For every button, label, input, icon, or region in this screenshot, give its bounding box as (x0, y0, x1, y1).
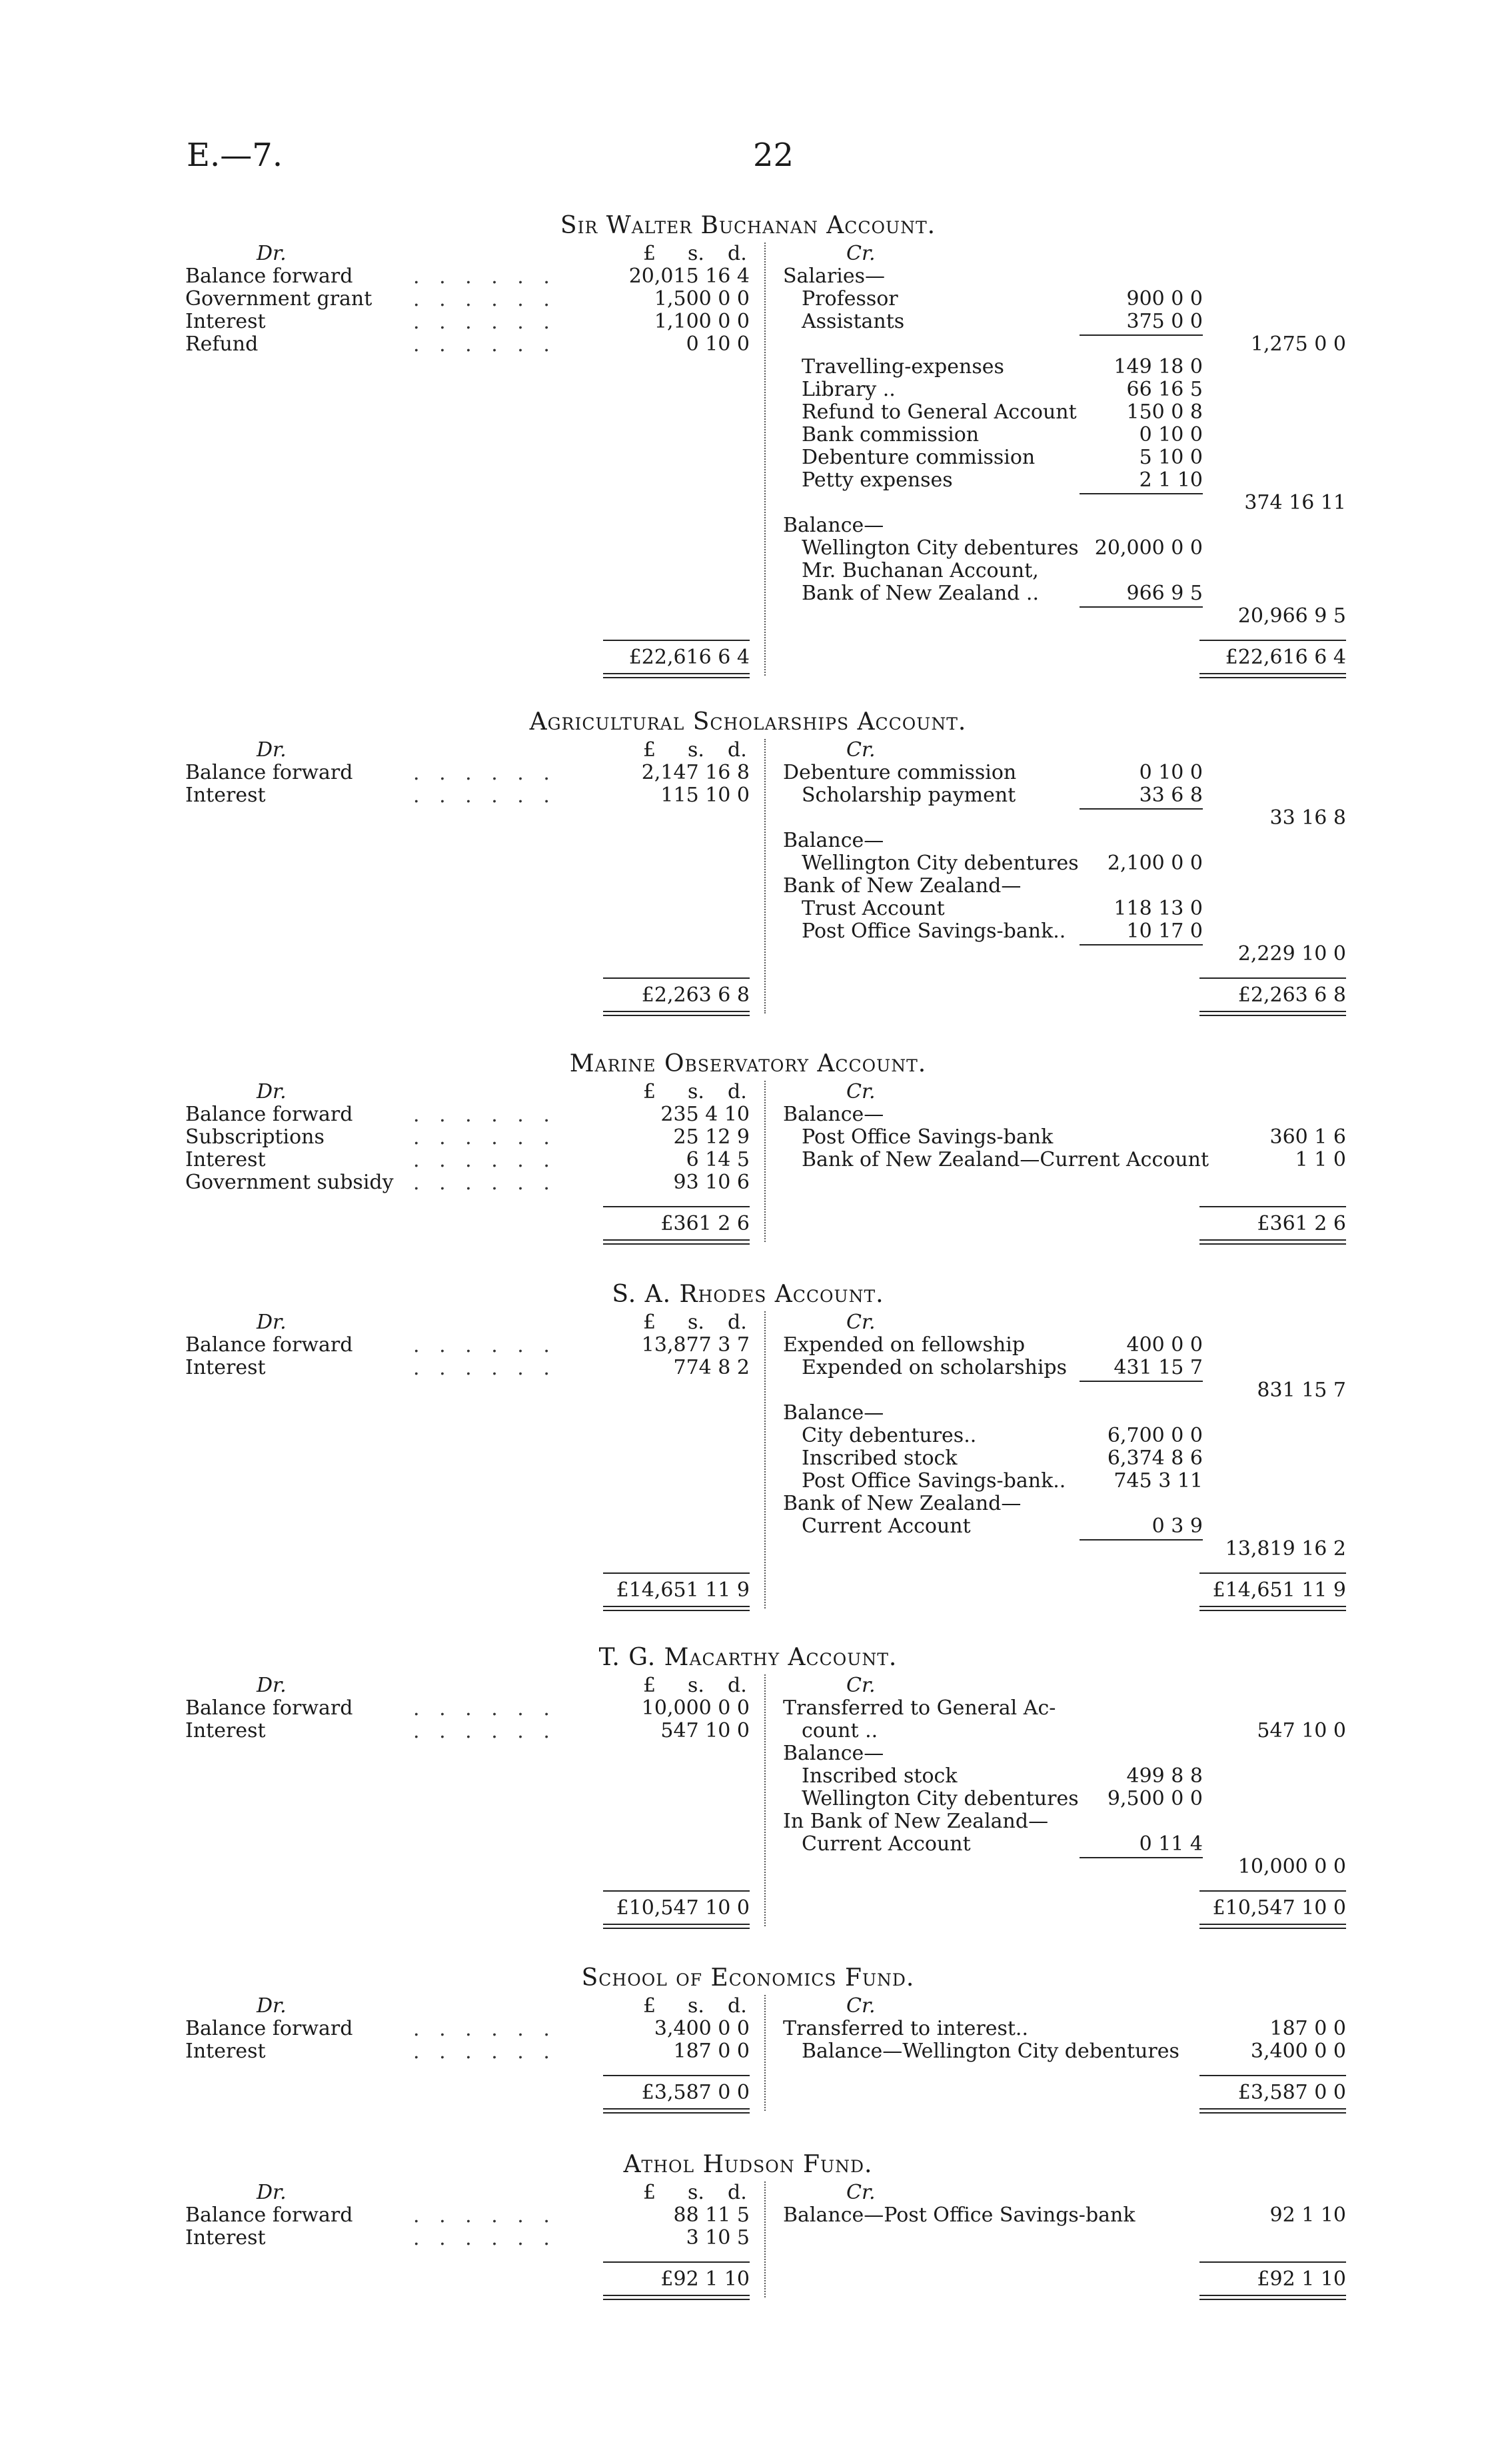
subtotal-rule (1080, 1539, 1203, 1540)
cr-item-amount: 33 6 8 (1139, 784, 1203, 807)
shillings-header: s. (688, 1080, 704, 1103)
subtotal-rule (1080, 808, 1203, 810)
pence-header: d. (728, 2181, 747, 2204)
double-rule (603, 1606, 750, 1611)
dr-label: Dr. (257, 738, 287, 762)
cr-label: Cr. (846, 1080, 876, 1103)
pence-header: d. (728, 1311, 747, 1334)
dr-item-amount: 93 10 6 (673, 1171, 750, 1194)
leader-dots: . . . . . . (413, 2227, 556, 2250)
total-rule (603, 640, 750, 641)
double-rule (603, 1924, 750, 1929)
cr-item-amount: 150 0 8 (1126, 400, 1203, 424)
cr-item-label: Bank of New Zealand— (783, 874, 1022, 898)
dr-total: £14,651 11 9 (616, 1578, 750, 1602)
total-rule (603, 2075, 750, 2076)
page-number: 22 (753, 137, 794, 174)
total-rule (1199, 1572, 1346, 1574)
cr-item-amount: 0 10 0 (1139, 423, 1203, 446)
leader-dots: . . . . . . (413, 1720, 556, 1743)
cr-item-label: Post Office Savings-bank (802, 1125, 1054, 1149)
dr-total: £92 1 10 (660, 2267, 750, 2291)
dr-item-label: Interest (185, 310, 266, 333)
cr-item-label: Balance— (783, 829, 884, 852)
total-rule (1199, 2075, 1346, 2076)
account-title: School of Economics Fund. (581, 1964, 915, 1992)
cr-item-amount: 745 3 11 (1114, 1469, 1203, 1493)
dr-item-label: Balance forward (185, 1103, 353, 1126)
cr-subtotal-amount: 187 0 0 (1269, 2017, 1346, 2040)
cr-item-amount: 10 17 0 (1126, 920, 1203, 943)
pounds-header: £ (643, 1080, 656, 1103)
dr-item-label: Refund (185, 332, 259, 356)
dr-item-label: Interest (185, 1148, 266, 1171)
dr-item-label: Balance forward (185, 265, 353, 288)
double-rule (1199, 1606, 1346, 1611)
total-rule (603, 1572, 750, 1574)
dr-item-label: Balance forward (185, 1696, 353, 1720)
cr-item-amount: 118 13 0 (1114, 897, 1203, 920)
cr-subtotal-amount: 547 10 0 (1257, 1719, 1346, 1742)
cr-total: £10,547 10 0 (1212, 1896, 1346, 1920)
total-rule (1199, 1206, 1346, 1207)
cr-subtotal-amount: 374 16 11 (1244, 491, 1346, 514)
cr-subtotal-amount: 360 1 6 (1269, 1125, 1346, 1149)
dr-total: £10,547 10 0 (616, 1896, 750, 1920)
dr-item-amount: 187 0 0 (673, 2040, 750, 2063)
dr-item-amount: 6 14 5 (686, 1148, 750, 1171)
cr-item-label: Bank of New Zealand— (783, 1492, 1022, 1515)
shillings-header: s. (688, 1674, 704, 1697)
cr-item-label: City debentures.. (802, 1424, 977, 1447)
dr-item-amount: 1,100 0 0 (654, 310, 750, 333)
cr-item-amount: 149 18 0 (1114, 355, 1203, 378)
leader-dots: . . . . . . (413, 1171, 556, 1195)
cr-item-label: count .. (802, 1719, 878, 1742)
dr-item-label: Balance forward (185, 761, 353, 784)
subtotal-rule (1080, 944, 1203, 945)
dr-label: Dr. (257, 2181, 287, 2204)
column-divider (764, 2181, 766, 2297)
dr-item-amount: 13,877 3 7 (641, 1333, 750, 1357)
cr-item-label: Refund to General Account (802, 400, 1077, 424)
cr-total: £22,616 6 4 (1225, 646, 1346, 669)
leader-dots: . . . . . . (413, 333, 556, 356)
double-rule (1199, 2108, 1346, 2114)
account-title: Sir Walter Buchanan Account. (560, 212, 936, 239)
cr-item-label: Salaries— (783, 265, 886, 288)
leader-dots: . . . . . . (413, 288, 556, 311)
cr-item-label: Expended on scholarships (802, 1356, 1068, 1379)
cr-item-amount: 6,700 0 0 (1107, 1424, 1203, 1447)
cr-item-label: Wellington City debentures (802, 1787, 1079, 1810)
cr-item-amount: 400 0 0 (1126, 1333, 1203, 1357)
cr-item-label: Travelling-expenses (802, 355, 1004, 378)
dr-label: Dr. (257, 1674, 287, 1697)
pence-header: d. (728, 1080, 747, 1103)
cr-subtotal-amount: 33 16 8 (1269, 806, 1346, 830)
cr-item-amount: 0 3 9 (1151, 1515, 1203, 1538)
cr-item-label: Assistants (802, 310, 905, 333)
double-rule (603, 2108, 750, 2114)
cr-item-label: Professor (802, 287, 898, 310)
cr-item-amount: 2,100 0 0 (1107, 852, 1203, 875)
cr-subtotal-amount: 2,229 10 0 (1237, 942, 1346, 965)
dr-item-label: Interest (185, 1356, 266, 1379)
double-rule (1199, 1011, 1346, 1016)
cr-label: Cr. (846, 1311, 876, 1334)
column-divider (764, 1081, 766, 1242)
cr-item-amount: 966 9 5 (1126, 582, 1203, 605)
account-title: Agricultural Scholarships Account. (529, 708, 967, 736)
cr-subtotal-amount: 3,400 0 0 (1250, 2040, 1346, 2063)
dr-item-label: Balance forward (185, 2203, 353, 2227)
leader-dots: . . . . . . (413, 2204, 556, 2227)
dr-item-label: Interest (185, 784, 266, 807)
pounds-header: £ (643, 1674, 656, 1697)
subtotal-rule (1080, 493, 1203, 494)
dr-item-amount: 20,015 16 4 (628, 265, 750, 288)
dr-item-label: Government subsidy (185, 1171, 394, 1194)
cr-item-amount: 9,500 0 0 (1107, 1787, 1203, 1810)
cr-label: Cr. (846, 738, 876, 762)
cr-item-label: Petty expenses (802, 468, 953, 492)
cr-item-label: Debenture commission (802, 446, 1036, 469)
cr-item-label: Current Account (802, 1832, 971, 1856)
subtotal-rule (1080, 1857, 1203, 1858)
cr-item-label: Balance— (783, 1742, 884, 1765)
pounds-header: £ (643, 738, 656, 762)
shillings-header: s. (688, 1994, 704, 2018)
dr-item-label: Interest (185, 2226, 266, 2249)
account-title: S. A. Rhodes Account. (612, 1281, 884, 1308)
dr-item-amount: 2,147 16 8 (641, 761, 750, 784)
dr-item-amount: 3 10 5 (686, 2226, 750, 2249)
leader-dots: . . . . . . (413, 1149, 556, 1172)
shillings-header: s. (688, 1311, 704, 1334)
leader-dots: . . . . . . (413, 784, 556, 808)
dr-total: £361 2 6 (660, 1212, 750, 1235)
double-rule (1199, 1239, 1346, 1245)
cr-item-label: Balance—Post Office Savings-bank (783, 2203, 1135, 2227)
cr-subtotal-amount: 20,966 9 5 (1237, 604, 1346, 628)
total-rule (603, 977, 750, 979)
dr-total: £22,616 6 4 (628, 646, 750, 669)
dr-label: Dr. (257, 1311, 287, 1334)
cr-item-amount: 0 11 4 (1139, 1832, 1203, 1856)
column-divider (764, 1995, 766, 2111)
dr-item-amount: 235 4 10 (660, 1103, 750, 1126)
shillings-header: s. (688, 2181, 704, 2204)
cr-item-label: Transferred to General Ac- (783, 1696, 1056, 1720)
cr-item-amount: 6,374 8 6 (1107, 1447, 1203, 1470)
column-divider (764, 739, 766, 1013)
cr-total: £14,651 11 9 (1212, 1578, 1346, 1602)
leader-dots: . . . . . . (413, 2018, 556, 2041)
cr-subtotal-amount: 10,000 0 0 (1237, 1855, 1346, 1878)
cr-item-label: Current Account (802, 1515, 971, 1538)
account-title: T. G. Macarthy Account. (598, 1644, 898, 1671)
subtotal-rule (1080, 606, 1203, 608)
double-rule (603, 1239, 750, 1245)
dr-item-amount: 88 11 5 (673, 2203, 750, 2227)
double-rule (603, 673, 750, 678)
cr-label: Cr. (846, 242, 876, 265)
leader-dots: . . . . . . (413, 1103, 556, 1127)
shillings-header: s. (688, 242, 704, 265)
cr-subtotal-amount: 92 1 10 (1269, 2203, 1346, 2227)
cr-item-label: Balance— (783, 1103, 884, 1126)
cr-item-label: Debenture commission (783, 761, 1017, 784)
cr-item-amount: 66 16 5 (1126, 378, 1203, 401)
leader-dots: . . . . . . (413, 762, 556, 785)
cr-item-label: Library .. (802, 378, 896, 401)
double-rule (1199, 673, 1346, 678)
cr-item-label: Inscribed stock (802, 1447, 958, 1470)
dr-item-amount: 0 10 0 (686, 332, 750, 356)
double-rule (1199, 2295, 1346, 2300)
cr-total: £2,263 6 8 (1237, 983, 1346, 1007)
pounds-header: £ (643, 2181, 656, 2204)
double-rule (603, 1011, 750, 1016)
total-rule (1199, 2261, 1346, 2263)
account-title: Athol Hudson Fund. (623, 2151, 873, 2178)
total-rule (603, 1890, 750, 1892)
cr-item-label: Post Office Savings-bank.. (802, 920, 1066, 943)
cr-subtotal-amount: 1 1 0 (1295, 1148, 1346, 1171)
cr-label: Cr. (846, 2181, 876, 2204)
cr-item-amount: 431 15 7 (1114, 1356, 1203, 1379)
cr-item-label: Wellington City debentures (802, 536, 1079, 560)
cr-item-label: In Bank of New Zealand— (783, 1810, 1049, 1833)
pence-header: d. (728, 738, 747, 762)
cr-total: £92 1 10 (1257, 2267, 1346, 2291)
total-rule (1199, 640, 1346, 641)
cr-item-label: Wellington City debentures (802, 852, 1079, 875)
subtotal-rule (1080, 334, 1203, 336)
dr-total: £3,587 0 0 (641, 2081, 750, 2104)
cr-item-label: Mr. Buchanan Account, (802, 559, 1039, 582)
leader-dots: . . . . . . (413, 1126, 556, 1149)
cr-item-label: Bank commission (802, 423, 980, 446)
cr-item-amount: 5 10 0 (1139, 446, 1203, 469)
dr-item-amount: 10,000 0 0 (641, 1696, 750, 1720)
cr-item-label: Post Office Savings-bank.. (802, 1469, 1066, 1493)
subtotal-rule (1080, 1381, 1203, 1382)
cr-item-amount: 0 10 0 (1139, 761, 1203, 784)
dr-label: Dr. (257, 1080, 287, 1103)
shillings-header: s. (688, 738, 704, 762)
double-rule (1199, 1924, 1346, 1929)
column-divider (764, 243, 766, 676)
dr-item-label: Subscriptions (185, 1125, 325, 1149)
pounds-header: £ (643, 1311, 656, 1334)
double-rule (603, 2295, 750, 2300)
cr-total: £3,587 0 0 (1237, 2081, 1346, 2104)
dr-label: Dr. (257, 1994, 287, 2018)
dr-item-amount: 25 12 9 (673, 1125, 750, 1149)
dr-item-amount: 3,400 0 0 (654, 2017, 750, 2040)
cr-item-amount: 375 0 0 (1126, 310, 1203, 333)
dr-item-label: Interest (185, 2040, 266, 2063)
dr-item-label: Balance forward (185, 1333, 353, 1357)
total-rule (603, 1206, 750, 1207)
cr-subtotal-amount: 1,275 0 0 (1250, 332, 1346, 356)
cr-item-label: Balance— (783, 1401, 884, 1425)
cr-item-amount: 20,000 0 0 (1094, 536, 1203, 560)
dr-item-amount: 774 8 2 (673, 1356, 750, 1379)
cr-item-label: Balance— (783, 514, 884, 537)
cr-item-label: Bank of New Zealand—Current Account (802, 1148, 1209, 1171)
dr-total: £2,263 6 8 (641, 983, 750, 1007)
pence-header: d. (728, 1674, 747, 1697)
cr-label: Cr. (846, 1994, 876, 2018)
column-divider (764, 1311, 766, 1608)
dr-item-label: Interest (185, 1719, 266, 1742)
dr-item-label: Government grant (185, 287, 373, 310)
pounds-header: £ (643, 1994, 656, 2018)
cr-item-amount: 499 8 8 (1126, 1764, 1203, 1788)
dr-label: Dr. (257, 242, 287, 265)
leader-dots: . . . . . . (413, 1697, 556, 1720)
page-reference: E.—7. (187, 137, 283, 174)
cr-item-label: Bank of New Zealand .. (802, 582, 1039, 605)
cr-item-label: Trust Account (802, 897, 945, 920)
cr-subtotal-amount: 831 15 7 (1257, 1379, 1346, 1402)
leader-dots: . . . . . . (413, 265, 556, 289)
account-title: Marine Observatory Account. (569, 1050, 927, 1077)
cr-item-label: Scholarship payment (802, 784, 1016, 807)
column-divider (764, 1674, 766, 1926)
dr-item-amount: 115 10 0 (660, 784, 750, 807)
cr-item-label: Transferred to interest.. (783, 2017, 1028, 2040)
dr-item-amount: 547 10 0 (660, 1719, 750, 1742)
cr-item-amount: 900 0 0 (1126, 287, 1203, 310)
leader-dots: . . . . . . (413, 310, 556, 334)
leader-dots: . . . . . . (413, 2040, 556, 2064)
total-rule (1199, 1890, 1346, 1892)
cr-item-label: Inscribed stock (802, 1764, 958, 1788)
cr-item-amount: 2 1 10 (1139, 468, 1203, 492)
pence-header: d. (728, 1994, 747, 2018)
cr-total: £361 2 6 (1257, 1212, 1346, 1235)
cr-item-label: Expended on fellowship (783, 1333, 1026, 1357)
leader-dots: . . . . . . (413, 1334, 556, 1357)
dr-item-label: Balance forward (185, 2017, 353, 2040)
leader-dots: . . . . . . (413, 1357, 556, 1380)
cr-subtotal-amount: 13,819 16 2 (1225, 1537, 1346, 1560)
total-rule (603, 2261, 750, 2263)
cr-item-label: Balance—Wellington City debentures (802, 2040, 1179, 2063)
pence-header: d. (728, 242, 747, 265)
dr-item-amount: 1,500 0 0 (654, 287, 750, 310)
total-rule (1199, 977, 1346, 979)
cr-label: Cr. (846, 1674, 876, 1697)
pounds-header: £ (643, 242, 656, 265)
